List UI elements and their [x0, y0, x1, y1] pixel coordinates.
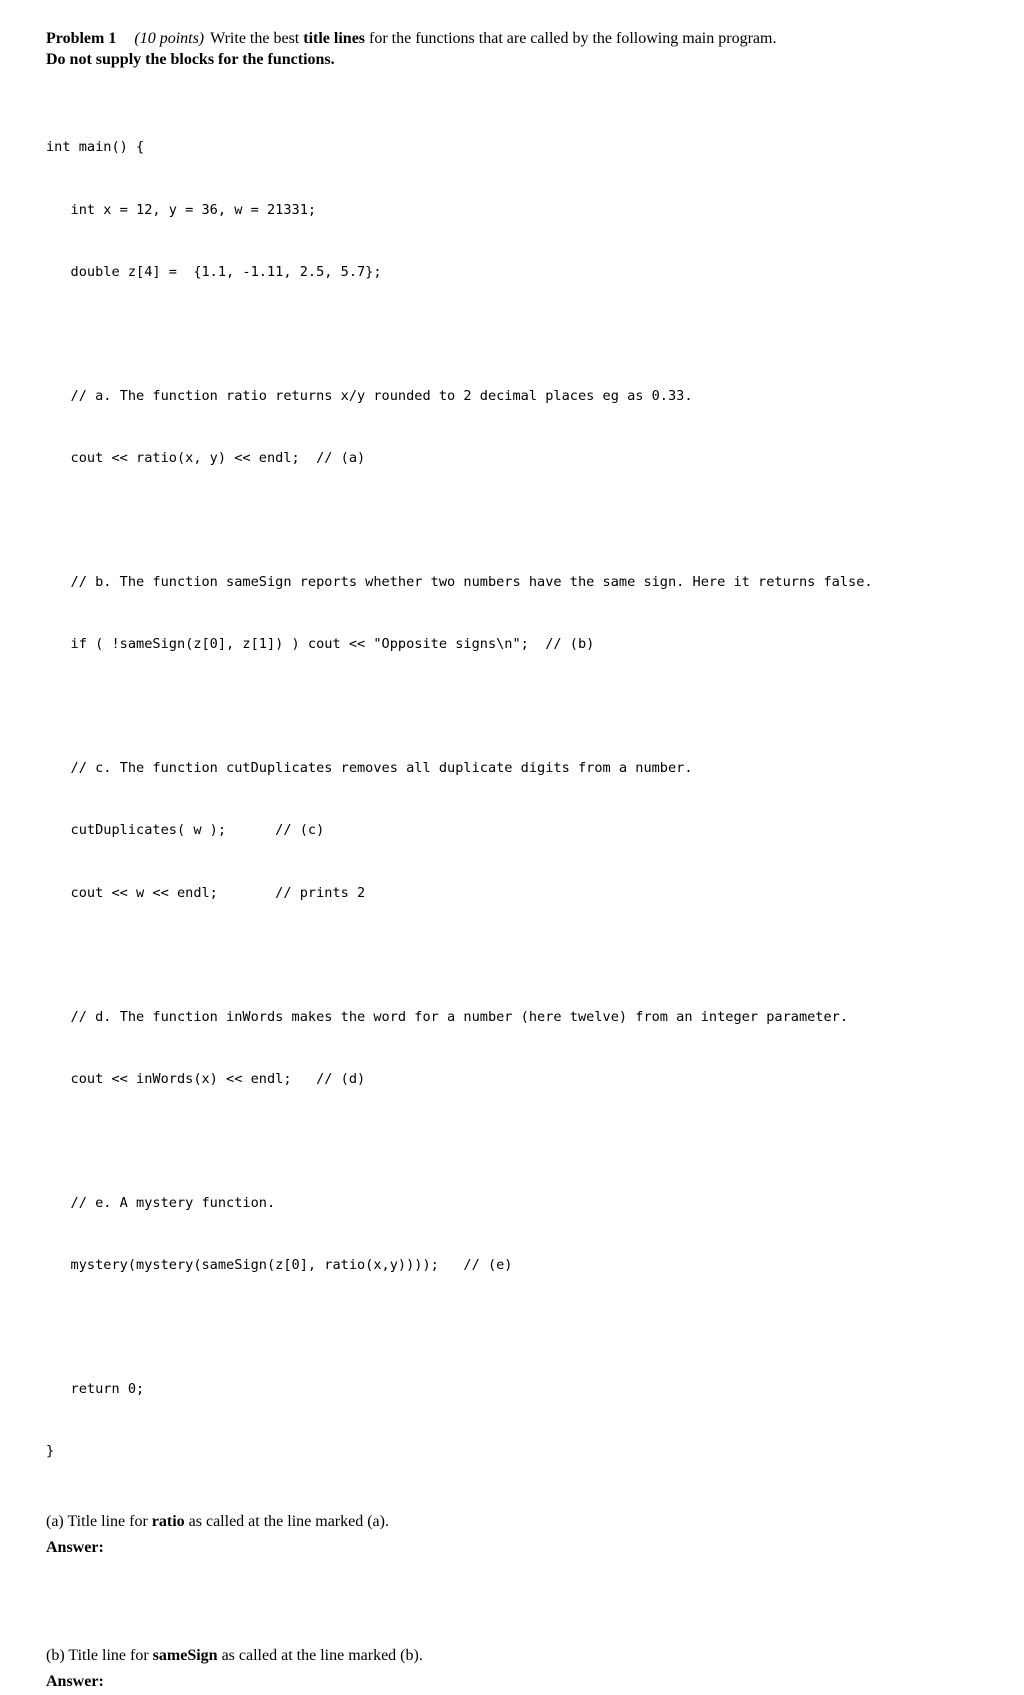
problem-instruction-text: Do not supply the blocks for the functions.: [46, 51, 335, 68]
code-line: mystery(mystery(sameSign(z[0], ratio(x,y)))); // (e): [46, 1257, 513, 1274]
problem-instruction: [46, 49, 1006, 70]
answer-b-label: Answer:: [46, 1673, 104, 1691]
code-line: [46, 324, 1006, 345]
question-a-post: as called at the line marked (a).: [184, 1513, 389, 1531]
code-line: // d. The function inWords makes the word for a number (here twelve) from an integer parameter.: [46, 1008, 849, 1025]
code-line: int main() {: [46, 139, 145, 156]
code-line: cutDuplicates( w ); // (c): [46, 822, 325, 839]
code-block: [46, 96, 1006, 1503]
code-line: // a. The function ratio returns x/y rounded to 2 decimal places eg as 0.33.: [46, 387, 693, 404]
code-line: cout << ratio(x, y) << endl; // (a): [46, 449, 366, 466]
answer-a-label: Answer:: [46, 1539, 104, 1557]
question-a-func: ratio: [151, 1513, 185, 1531]
code-line: double z[4] = {1.1, -1.11, 2.5, 5.7};: [46, 263, 382, 280]
question-b: [46, 1643, 1006, 1669]
code-line: [46, 510, 1006, 531]
question-a-pre: (a) Title line for: [46, 1513, 152, 1531]
question-b-func: sameSign: [152, 1647, 218, 1665]
problem-points: (10 points): [134, 30, 205, 47]
code-line: cout << w << endl; // prints 2: [46, 884, 366, 901]
code-line: return 0;: [46, 1381, 145, 1398]
problem-label: Problem 1: [46, 30, 117, 47]
problem-intro-bold: title lines: [303, 30, 366, 47]
code-line: [46, 1131, 1006, 1152]
question-b-pre: (b) Title line for: [46, 1647, 153, 1665]
question-b-post: as called at the line marked (b).: [217, 1647, 423, 1665]
code-line: if ( !sameSign(z[0], z[1]) ) cout << "Opposite signs\n"; // (b): [46, 636, 595, 653]
code-line: [46, 945, 1006, 966]
code-line: // e. A mystery function.: [46, 1195, 276, 1211]
code-line: [46, 696, 1006, 717]
problem-intro-pre: Write the best: [210, 30, 304, 47]
question-a: [46, 1509, 1006, 1535]
code-line: [46, 1317, 1006, 1338]
code-line: // b. The function sameSign reports whether two numbers have the same sign. Here it returns false.: [46, 574, 873, 591]
code-line: int x = 12, y = 36, w = 21331;: [46, 201, 317, 218]
problem-intro-post: for the functions that are called by the following main program.: [365, 30, 777, 47]
answer-a-space[interactable]: [46, 1561, 1006, 1643]
problem-heading: [46, 28, 1006, 49]
code-line: // c. The function cutDuplicates removes all duplicate digits from a number.: [46, 760, 693, 777]
code-line: cout << inWords(x) << endl; // (d): [46, 1070, 366, 1087]
problem-page: [46, 28, 1006, 1695]
code-line: }: [46, 1443, 55, 1460]
